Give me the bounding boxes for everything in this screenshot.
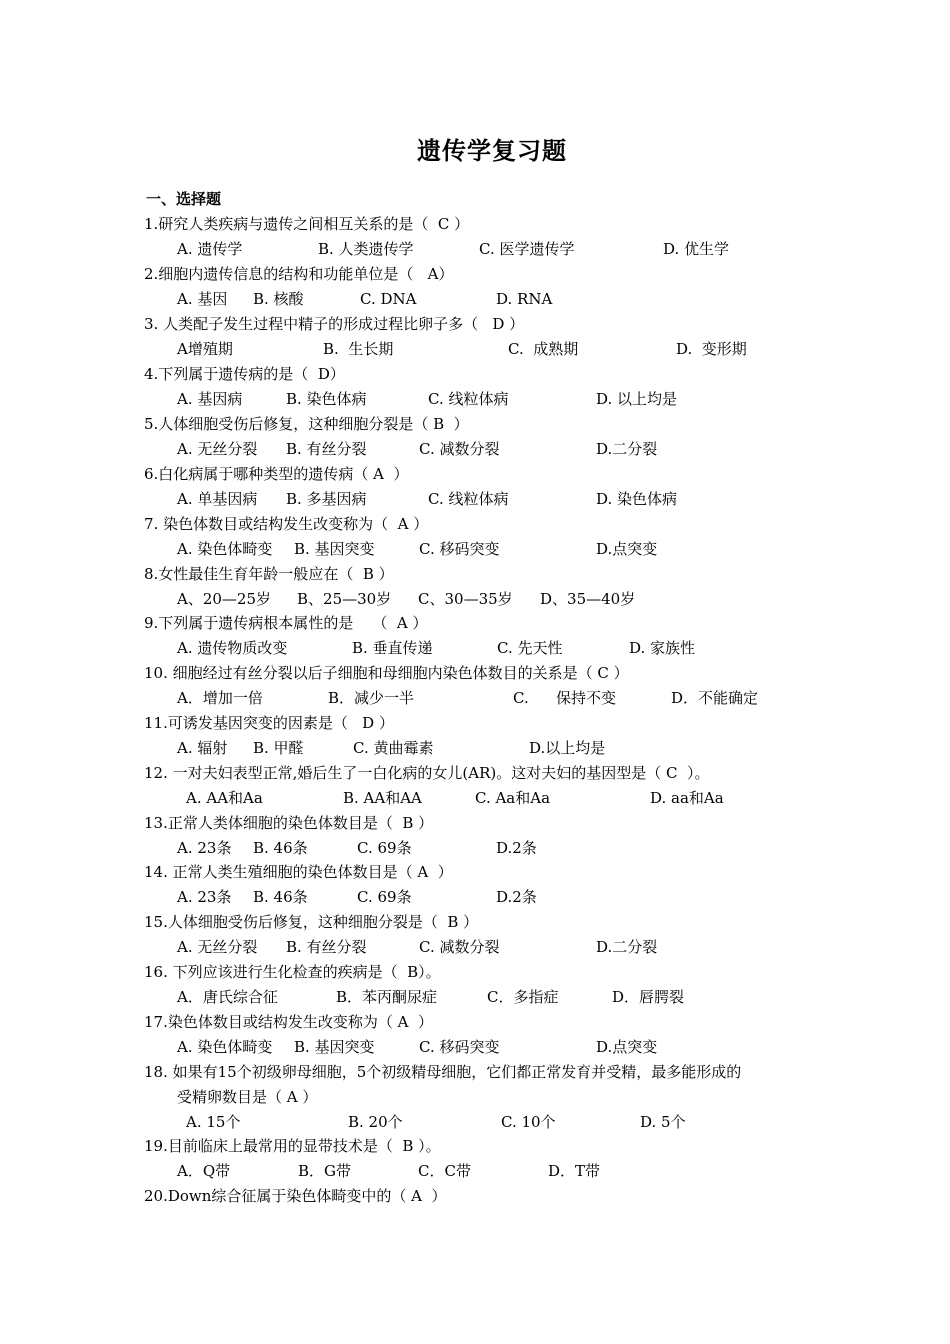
option: C. DNA: [360, 290, 417, 308]
option: C.: [513, 689, 529, 707]
option: C. 69条: [357, 888, 412, 906]
option: A. 遗传物质改变: [177, 639, 288, 657]
option: D. 染色体病: [596, 490, 678, 508]
option: D. RNA: [496, 290, 553, 308]
option: A．Q带: [177, 1162, 231, 1180]
question-6: 6.白化病属于哪种类型的遗传病（ A ）: [144, 465, 409, 483]
option: D．唇腭裂: [612, 988, 685, 1006]
option: C. 成熟期: [508, 340, 579, 358]
option: D. 优生学: [663, 240, 730, 258]
option: D. aa和Aa: [650, 789, 724, 807]
question-16: 16. 下列应该进行生化检查的疾病是（ B）。: [144, 963, 441, 981]
page-title: 遗传学复习题: [417, 136, 567, 165]
option: D．不能确定: [671, 689, 759, 707]
question-14: 14. 正常人类生殖细胞的染色体数目是（ A ）: [144, 863, 453, 881]
option: C．C带: [418, 1162, 471, 1180]
question-3: 3. 人类配子发生过程中精子的形成过程比卵子多（ D ）: [144, 315, 525, 333]
option: D.点突变: [596, 540, 658, 558]
option: A. 15个: [186, 1113, 241, 1131]
option: D、35—40岁: [540, 590, 636, 608]
option: A. 辐射: [177, 739, 228, 757]
option: A. 单基因病: [177, 490, 258, 508]
option: B．苯丙酮尿症: [336, 988, 438, 1006]
option: B. 生长期: [323, 340, 394, 358]
option: 保持不变: [556, 689, 617, 707]
option: C. 线粒体病: [428, 390, 509, 408]
option: D. 以上均是: [596, 390, 678, 408]
option: A. 无丝分裂: [177, 938, 258, 956]
question-12: 12. 一对夫妇表型正常,婚后生了一白化病的女儿(AR)。这对夫妇的基因型是（ C ）。: [144, 764, 710, 782]
option: C、30—35岁: [418, 590, 513, 608]
question-1: 1.研究人类疾病与遗传之间相互关系的是（ C ）: [144, 215, 470, 233]
option: B. 有丝分裂: [286, 440, 367, 458]
question-20: 20.Down综合征属于染色体畸变中的（ A ）: [144, 1187, 447, 1205]
question-15: 15.人体细胞受伤后修复，这种细胞分裂是（ B ）: [144, 913, 479, 931]
option: A、20—25岁: [177, 590, 272, 608]
option: D.2条: [496, 888, 537, 906]
option: B. 核酸: [253, 290, 304, 308]
option: D.2条: [496, 839, 537, 857]
option: B. 基因突变: [294, 540, 375, 558]
question-19: 19.目前临床上最常用的显带技术是（ B ）。: [144, 1137, 441, 1155]
option: B. 20个: [348, 1113, 403, 1131]
option: C. 69条: [357, 839, 412, 857]
option: A．唐氏综合征: [177, 988, 278, 1006]
option: D.以上均是: [529, 739, 606, 757]
option: B. AA和AA: [343, 789, 422, 807]
question-17: 17.染色体数目或结构发生改变称为（ A ）: [144, 1013, 433, 1031]
option: A. 基因: [177, 290, 228, 308]
option: B．G带: [298, 1162, 352, 1180]
option: D.二分裂: [596, 440, 658, 458]
option: C．多指症: [487, 988, 559, 1006]
option: A. AA和Aa: [186, 789, 263, 807]
option: A. 染色体畸变: [177, 540, 273, 558]
question-11: 11.可诱发基因突变的因素是（ D ）: [144, 714, 394, 732]
option: B. 基因突变: [294, 1038, 375, 1056]
option: B. 人类遗传学: [318, 240, 414, 258]
option: D.二分裂: [596, 938, 658, 956]
question-4: 4.下列属于遗传病的是（ D）: [144, 365, 345, 383]
option: C. Aa和Aa: [475, 789, 551, 807]
question-7: 7. 染色体数目或结构发生改变称为（ A ）: [144, 515, 429, 533]
option: C. 移码突变: [419, 540, 500, 558]
option: C. 移码突变: [419, 1038, 500, 1056]
option: A. 无丝分裂: [177, 440, 258, 458]
option: B. 染色体病: [286, 390, 367, 408]
question-8: 8.女性最佳生育年龄一般应在（ B ）: [144, 565, 394, 583]
option: C. 减数分裂: [419, 440, 500, 458]
option: A. 遗传学: [177, 240, 243, 258]
option: B. 甲醛: [253, 739, 304, 757]
option: C. 减数分裂: [419, 938, 500, 956]
option: A．增加一倍: [177, 689, 263, 707]
question-5: 5.人体细胞受伤后修复，这种细胞分裂是（ B ）: [144, 415, 469, 433]
option: A. 23条: [177, 888, 232, 906]
option: C. 线粒体病: [428, 490, 509, 508]
option: B. 46条: [253, 839, 308, 857]
question-18-continued: 受精卵数目是（ A ）: [177, 1088, 318, 1106]
option: B．减少一半: [328, 689, 415, 707]
option: D. 5个: [640, 1113, 686, 1131]
question-13: 13.正常人类体细胞的染色体数目是（ B ）: [144, 814, 434, 832]
option: C. 10个: [501, 1113, 556, 1131]
option: D. 家族性: [629, 639, 696, 657]
option: A. 染色体畸变: [177, 1038, 273, 1056]
option: A. 基因病: [177, 390, 243, 408]
question-2: 2.细胞内遗传信息的结构和功能单位是（ A）: [144, 265, 454, 283]
option: C. 黄曲霉素: [353, 739, 434, 757]
option: D．T带: [548, 1162, 601, 1180]
option: B. 有丝分裂: [286, 938, 367, 956]
option: B. 垂直传递: [352, 639, 433, 657]
option: D. 变形期: [676, 340, 747, 358]
option: B. 46条: [253, 888, 308, 906]
option: A. 23条: [177, 839, 232, 857]
question-9: 9.下列属于遗传病根本属性的是 （ A ）: [144, 614, 428, 632]
question-10: 10. 细胞经过有丝分裂以后子细胞和母细胞内染色体数目的关系是（ C ）: [144, 664, 629, 682]
question-18: 18. 如果有15个初级卵母细胞，5个初级精母细胞，它们都正常发育并受精，最多能形成的: [144, 1063, 742, 1081]
option: A增殖期: [177, 340, 233, 358]
option: C. 医学遗传学: [479, 240, 575, 258]
option: B、25—30岁: [297, 590, 392, 608]
option: B. 多基因病: [286, 490, 367, 508]
option: D.点突变: [596, 1038, 658, 1056]
section-title: 一、选择题: [146, 190, 222, 208]
option: C. 先天性: [497, 639, 563, 657]
